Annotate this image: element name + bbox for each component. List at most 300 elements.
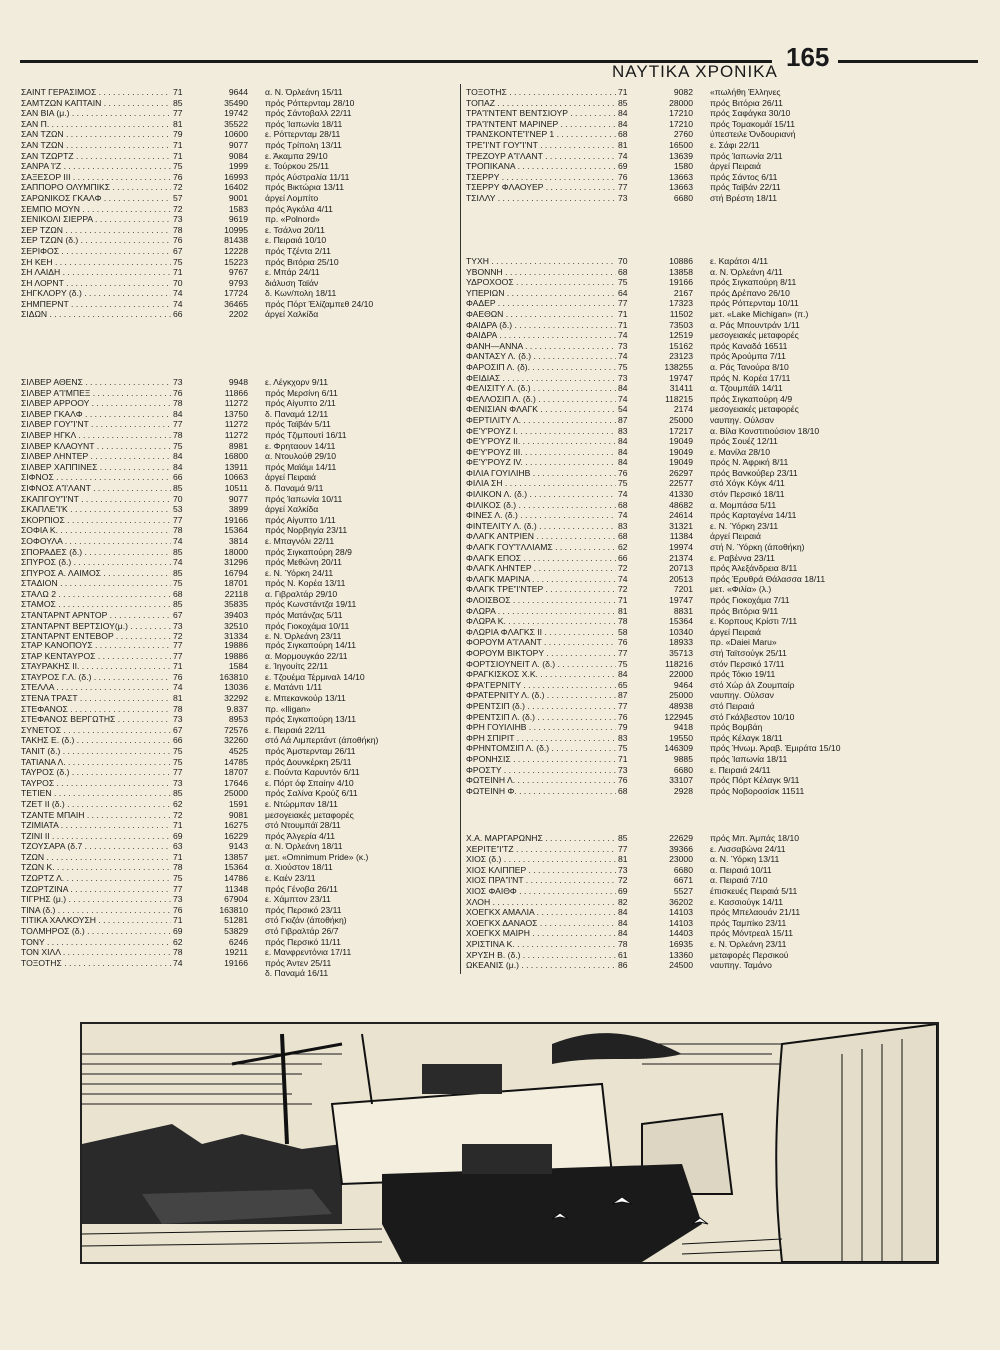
ship-name: ΣΑΝ ΒΙΑ (μ.) . . . [21,108,171,119]
ship-status: πρός Δουνκέρκη 25/11 [265,756,352,767]
ship-name: ΦΑΡΟΣΙΠ Λ. (δ). . . . [466,362,616,373]
tonnage: 18701 [224,578,248,589]
build-year: 85 [173,482,183,493]
ship-status: ε. Τζουέμα Τέρμιναλ 14/10 [265,671,365,682]
ship-name: ΤΖΩΝ . . . [21,852,171,863]
build-year: 73 [173,377,183,387]
ship-name: Χ.Α. ΜΑΡΓΑΡΩΝΗΣ . . . [466,833,616,844]
ship-status: ε. Μπαγνόλι 22/11 [265,535,335,546]
ship-row [466,478,986,489]
ship-name: ΣΕΜΠΟ ΜΟΥΝ . . . [21,204,171,215]
ship-name: ΤΟΞΟΤΗΣ . . . [466,87,616,98]
ship-name: ΦΑΔΕΡ . . . [466,298,616,309]
ship-row [466,277,986,288]
tonnage: 118215 [664,393,693,404]
ship-name: ΣΑΝ ΤΖΩΝ . . . [21,129,171,140]
tonnage: 17323 [669,298,693,309]
tonnage: 6680 [673,764,693,775]
ship-name: ΧΙΟΣ (δ.) . . . [466,854,616,865]
ship-status: πρός Πόρτ Έλίζαμπεθ 24/10 [265,298,374,309]
build-year: 74 [618,510,628,521]
tonnage: 19747 [669,595,693,605]
ship-row [466,659,986,670]
ship-name: ΣΗΓΚΛΟΡΥ (δ.) . . . [21,288,171,299]
ship-status: πρός Σάντος 6/11 [710,171,778,182]
build-year: 66 [173,309,183,320]
ship-name: ΤΣΕΡΡΥ ΦΛΑΟΥΕΡ . . . [466,182,616,193]
ship-row [466,897,986,908]
ship-status: πρός Περσικό 11/11 [265,936,341,947]
tonnage: 9793 [228,277,248,288]
build-year: 71 [618,87,628,97]
build-year: 77 [618,843,628,854]
tonnage: 19166 [224,957,248,968]
ship-name: ΣΚΑΠΓΟΥ'Ί'ΝΤ . . . [21,494,171,505]
ship-name: ΧΙΟΣ ΦΑΙΘΦ . . . [466,886,616,897]
tonnage: 9077 [228,493,248,504]
ship-status: α. Πειραιά 10/11 [710,864,772,875]
build-year: 77 [173,650,183,661]
ship-name: ΣΤΑΝΤΑΡΝΤ ΕΝΤΕΒΟΡ . . . [21,631,171,642]
ship-row [466,98,986,109]
ship-name: ΤΖΙΜΙΑΤΑ . . . [21,820,171,831]
ship-status: πρός Σιγκαπούρη 28/9 [265,546,352,557]
ship-name: ΦΕΙΔΙΑΣ . . . [466,373,616,384]
ship-status: πρός Βομβάη [710,722,763,733]
tonnage: 8981 [228,440,248,451]
ship-status: μετ. «Lake Michigan» (π.) [710,308,809,319]
ship-status: πρός Μεθώνη 20/11 [265,557,342,568]
ship-row [21,257,461,268]
ship-status: πρός Έρυθρά Θάλασσα 18/11 [710,573,826,584]
ship-row [21,947,461,958]
build-year: 62 [173,798,183,809]
ship-name: ΤΑΥΡΟΣ (δ.) . . . [21,767,171,778]
ship-status: ε. Πειραιά 22/11 [265,724,326,735]
ship-row [21,451,461,462]
ship-status: πρός Τζέντα 2/11 [265,245,331,256]
tonnage: 18000 [224,546,248,557]
ship-row [466,320,986,331]
ship-name: ΦΕ'Υ'ΡΟΥΖ ΙΙΙ. . . . [466,447,616,458]
ship-row [466,341,986,352]
ship-name: ΦΛΑΓΚ ΑΝΤΡΙΕΝ . . . [466,531,616,542]
tonnage: 9644 [228,87,248,97]
ship-name: ΦΛΑΓΚ ΕΠΟΣ . . . [466,553,616,564]
ship-name: ΤΙΓΡΗΣ (μ.) . . . [21,894,171,905]
build-year: 62 [173,936,183,947]
ship-row [21,661,461,672]
ship-row [466,542,986,553]
ship-status: πρός Καρταγένα 14/11 [710,510,797,521]
ship-row [466,362,986,373]
ship-row [466,436,986,447]
ship-status: πρός Άμστερνταμ 26/11 [265,745,356,756]
build-year: 85 [173,546,183,557]
build-year: 73 [173,620,183,631]
ship-status: πρός Κωνστάντζα 19/11 [265,599,357,610]
tonnage: 14403 [669,928,693,939]
tonnage: 3899 [228,504,248,515]
build-year: 75 [173,161,183,172]
build-year: 71 [173,87,183,97]
ship-status: πρός Ίαπωνία 18/11 [265,118,343,129]
tonnage: 10600 [224,129,248,140]
ship-status: α. Χιούστον 18/11 [265,862,333,873]
tonnage: 11866 [224,387,248,398]
ship-name: ΦΡΗΝΤΟΜΣΙΠ Λ. (δ.) . . . [466,743,616,754]
ship-status: στό Ντουμπάϊ 28/11 [265,820,341,831]
ship-row [21,820,461,831]
build-year: 74 [618,150,628,161]
ship-name: ΣΙΛΒΕΡ ΛΗΝΤΕΡ . . . [21,451,171,462]
ship-row [466,108,986,119]
ship-name: ΦΡΕΝΤΣΙΠ (δ.) . . . [466,701,616,712]
build-year: 75 [173,440,183,451]
ship-name: ΣΠΥΡΟΣ (δ.) . . . [21,557,171,568]
build-year: 79 [173,129,183,140]
tonnage: 19974 [669,542,693,553]
tonnage: 6680 [673,192,693,203]
tonnage: 13750 [224,408,248,419]
ship-row [21,693,461,704]
ship-row [21,958,461,969]
ship-bow [776,1024,937,1262]
build-year: 71 [173,820,183,831]
ship-name: ΦΡΟΝΗΣΙΣ . . . [466,754,616,765]
ship-status: ναυπηγ. Ταμάνο [710,960,772,971]
build-year: 85 [173,788,183,799]
ship-row [21,309,461,320]
tonnage: 19886 [224,640,248,650]
tonnage: 10995 [224,224,248,235]
build-year: 71 [173,267,183,278]
build-year: 68 [618,531,628,542]
ship-status: ε. Πειραιά 10/10 [265,235,327,246]
tonnage: 36202 [669,896,693,907]
ship-status: πρός Νοβοροσίσκ 11511 [710,785,805,796]
ship-name: ΣΤΑΝΤΑΡΝΤ ΑΡΝΤΟΡ . . . [21,610,171,621]
build-year: 77 [618,647,628,658]
ship-name: ΦΟΡΟΥΜ ΒΙΚΤΟΡΥ . . . [466,648,616,659]
ship-row [466,172,986,183]
ship-name: ΧΛΟΗ . . . [466,897,616,908]
ship-name: ΣΙΛΒΕΡ ΑΘΕΝΣ . . . [21,377,171,388]
ship-row [466,489,986,500]
ship-status: πρός Μόντρεαλ 15/11 [710,928,793,939]
tonnage: 9418 [673,722,693,733]
ship-row [21,621,461,632]
ship-name: ΤΡΑ'Ί'ΝΤΕΝΤ ΜΑΡΙΝΕΡ . . . [466,119,616,130]
ship-status: δ. Παναμά 12/11 [265,408,329,419]
ship-row [466,722,986,733]
tonnage: 17210 [669,108,693,119]
build-year: 77 [618,700,628,711]
ship-name: ΣΠΥΡΟΣ Α. ΛΑΙΜΟΣ . . . [21,568,171,579]
build-year: 87 [618,414,628,425]
ship-row [466,500,986,511]
ship-name: ΧΙΟΣ ΠΡΑ'Ί'ΝΤ . . . [466,875,616,886]
ship-name: ΥΔΡΟΧΟΟΣ . . . [466,277,616,288]
tonnage: 17217 [669,425,693,436]
ship-name: ΤΡΑΝΣΚΟΝΤΕ'Ί'ΝΕΡ 1 . . . [466,129,616,140]
build-year: 74 [173,288,183,299]
tonnage: 14786 [224,873,248,884]
build-year: 74 [618,351,628,362]
ship-status: ε. Ν. Όρλεάνη 23/11 [710,938,787,949]
ship-name: ΤΑΥΡΟΣ . . . [21,778,171,789]
tonnage: 1591 [228,798,248,809]
tonnage: 39366 [669,843,693,854]
tonnage: 16935 [669,938,693,949]
build-year: 74 [618,393,628,404]
ship-row [466,765,986,776]
ship-name: ΦΩΤΕΙΝΗ Φ. . . . [466,786,616,797]
tonnage: 10511 [224,482,248,493]
tonnage: 19886 [224,650,248,661]
ship-name: ΤΖΩΝ Κ. . . . [21,862,171,873]
tonnage: 41330 [669,489,693,500]
build-year: 71 [173,851,183,862]
ship-row [466,373,986,384]
build-year: 85 [173,97,183,108]
build-year: 84 [618,108,628,119]
build-year: 73 [173,777,183,788]
ship-name: ΤΑΚΗΣ Ε. (δ.) . . . [21,735,171,746]
ship-name: ΦΛΑΓΚ ΓΟΥ'Ί'ΛΛΙΑΜΣ . . . [466,542,616,553]
build-year: 74 [173,957,183,968]
ship-list-block [466,256,986,796]
tonnage: 2928 [673,785,693,796]
ship-status: πρός Γιοκοχάμα 7/11 [710,595,790,605]
build-year: 84 [173,451,183,462]
ship-row [466,457,986,468]
tonnage: 19166 [224,514,248,525]
ship-name: ΤΕΤΙΕΝ . . . [21,788,171,799]
build-year: 74 [618,573,628,584]
ship-status: πρός Ν. Κορέα 17/11 [710,372,791,383]
tonnage: 10886 [669,256,693,266]
ship-status: πρός Ίαπωνία 18/11 [710,753,788,764]
build-year: 78 [618,616,628,627]
build-year: 84 [618,917,628,928]
ship-name: ΣΠΟΡΑΔΕΣ (δ.) . . . [21,547,171,558]
build-year: 53 [173,504,183,515]
tonnage: 138255 [664,361,693,372]
build-year: 75 [618,361,628,372]
ship-row [466,606,986,617]
tonnage: 25000 [669,690,693,701]
ship-status: πρός Ν. Κορέα 13/11 [265,578,346,589]
ship-name: ΤΟΛΜΗΡΟΣ (δ.) . . . [21,926,171,937]
build-year: 79 [618,722,628,733]
ship-row [466,426,986,437]
ship-row [466,939,986,950]
ship-row [466,648,986,659]
tonnage: 36465 [224,298,248,309]
ship-name: ΤΖΩΡΤΖ Λ. . . . [21,873,171,884]
ship-row [466,743,986,754]
ship-name: ΤΑΝΙΤ (δ.) . . . [21,746,171,757]
ship-status: στή Ν. Ύόρκη (άποθήκη) [710,542,805,553]
build-year: 71 [618,308,628,319]
tonnage: 9081 [228,809,248,820]
tonnage: 11502 [669,308,693,319]
build-year: 68 [618,499,628,510]
tonnage: 28000 [669,97,693,108]
ship-row [21,235,461,246]
ship-row [21,599,461,610]
tonnage: 6671 [673,875,693,886]
ship-status: ε. Πούντα Καρυντόν 6/11 [265,767,360,778]
ship-name: ΤΖΩΡΤΖΙΝΑ . . . [21,884,171,895]
build-year: 86 [618,960,628,971]
tugboat [382,1164,702,1262]
tonnage: 4525 [228,745,248,756]
build-year: 75 [173,873,183,884]
ship-row [466,288,986,299]
build-year: 67 [173,724,183,735]
build-year: 76 [173,904,183,915]
build-year: 73 [618,864,628,875]
ship-status: διάλυση Ταϊάν [265,277,319,288]
build-year: 78 [173,429,183,440]
ship-name: ΦΛΩΡΙΑ ΦΛΑΓΚΣ ΙΙ . . . [466,627,616,638]
ship-name: ΤΙΤΙΚΑ ΧΑΛΚΟΥΣΗ . . . [21,915,171,926]
tonnage: 32260 [224,735,248,746]
tonnage: 15162 [669,340,693,351]
build-year: 84 [618,383,628,394]
ship-row [21,204,461,215]
ship-row [21,757,461,768]
ship-name: ΣΙΦΝΟΣ . . . [21,472,171,483]
ship-status: πρός Άγκόλα 4/11 [265,203,333,214]
ship-status: ε. Μπεκανκούρ 13/11 [265,692,346,703]
ship-row [21,108,461,119]
build-year: 77 [618,298,628,309]
ship-status: ε. Καέν 23/11 [265,873,316,884]
ship-status: πρός Ήνωμ. Άραβ. Έμιράτα 15/10 [710,743,841,754]
tonnage: 22577 [669,478,693,489]
ship-status: πρός Ματάνζας 5/11 [265,610,343,621]
build-year: 87 [618,690,628,701]
ship-row [21,225,461,236]
tonnage: 8831 [673,605,693,616]
ship-name: ΦΡΑ'ΓΕΡΝΙΤΥ . . . [466,680,616,691]
build-year: 72 [173,182,183,193]
ship-row [21,799,461,810]
ship-funnel [422,1064,502,1094]
ship-status: πρός Ίαπωνία 2/11 [710,150,783,161]
tonnage: 15223 [224,256,248,267]
ship-row [466,669,986,680]
build-year: 73 [173,894,183,905]
ship-row [466,844,986,855]
tonnage: 17724 [224,288,248,299]
tonnage: 24500 [669,960,693,971]
ship-name: ΤΑΤΙΑΝΑ Λ. . . . [21,757,171,768]
build-year: 81 [618,139,628,150]
tonnage: 25000 [224,788,248,799]
tonnage: 9948 [228,377,248,387]
build-year: 82 [618,896,628,907]
ship-status: πρός Τόκιο 19/11 [710,669,776,680]
ship-row [466,950,986,961]
ship-name: ΩΚΕΑΝΙΣ (μ.) . . . [466,960,616,971]
ship-row [21,430,461,441]
ship-status: δ. Κων/πολη 18/11 [265,288,337,299]
build-year: 68 [173,588,183,599]
ship-row [466,447,986,458]
build-year: 74 [173,682,183,693]
ship-status: πρός Σάντοβαλλ 22/11 [265,108,352,119]
ship-row [21,746,461,757]
ship-status: πρός Ρόττερνταμ 10/11 [710,298,799,309]
build-year: 75 [618,658,628,669]
ship-name: ΣΕΡ ΤΖΩΝ . . . [21,225,171,236]
tonnage: 19747 [669,372,693,383]
tonnage: 22118 [224,588,248,599]
ship-row [21,504,461,515]
tonnage: 20513 [669,573,693,584]
ship-row [21,267,461,278]
ship-status: ε. Άκαμπα 29/10 [265,150,328,161]
ship-name: ΣΙΛΒΕΡ ΑΡΡΟΟΥ . . . [21,398,171,409]
ship-name: ΦΛΑΓΚ ΤΡΕ'Ί'ΝΤΕΡ . . . [466,584,616,595]
build-year: 66 [618,552,628,563]
ship-row [21,714,461,725]
ship-status: ναυπηγ. Ούλσαν [710,690,774,701]
ship-status: ε. Μανίλα 28/10 [710,446,770,457]
build-year: 85 [173,567,183,578]
tonnage: 21374 [669,552,693,563]
ship-name: ΣΗ ΚΕΗ . . . [21,257,171,268]
tonnage: 8953 [228,714,248,725]
ship-list-block [21,377,461,642]
build-year: 74 [173,535,183,546]
tonnage: 19742 [224,108,248,119]
build-year: 72 [618,875,628,886]
ship-status: άργεί Χαλκίδα [265,309,319,320]
ship-row [21,419,461,430]
ship-row [466,531,986,542]
ship-status: πρός Γιοκοχάμα 10/11 [265,620,350,631]
tonnage: 9077 [228,139,248,150]
build-year: 73 [618,764,628,775]
tonnage: 118216 [664,658,693,669]
tonnage: 10340 [669,626,693,637]
ship-status: πρός Άρούμπα 7/11 [710,351,786,362]
ship-name: ΦΛΑΓΚ ΜΑΡΙΝΑ . . . [466,574,616,585]
ship-row [21,182,461,193]
ship-row [21,578,461,589]
ship-row [21,119,461,130]
ship-status: α. Πειραιά 7/10 [710,875,768,886]
ship-status: α. Μορμουγκάο 22/11 [265,650,348,661]
ship-row [466,690,986,701]
build-year: 76 [173,171,183,182]
build-year: 68 [618,785,628,796]
tonnage: 25000 [669,414,693,425]
ship-status: πρός Σιγκαπούρη 13/11 [265,714,357,725]
ship-name: ΤΡΕΖΟΥΡ Α'Ί'ΛΑΝΤ . . . [466,151,616,162]
build-year: 85 [173,599,183,610]
ship-name: ΦΙΝΤΕΛΙΤΥ Λ. (δ.) . . . [466,521,616,532]
ship-name: ΣΙΛΒΕΡ ΓΟΥ'Ί'ΝΤ . . . [21,419,171,430]
build-year: 75 [618,277,628,288]
ship-row [21,278,461,289]
tonnage: 9619 [228,214,248,225]
